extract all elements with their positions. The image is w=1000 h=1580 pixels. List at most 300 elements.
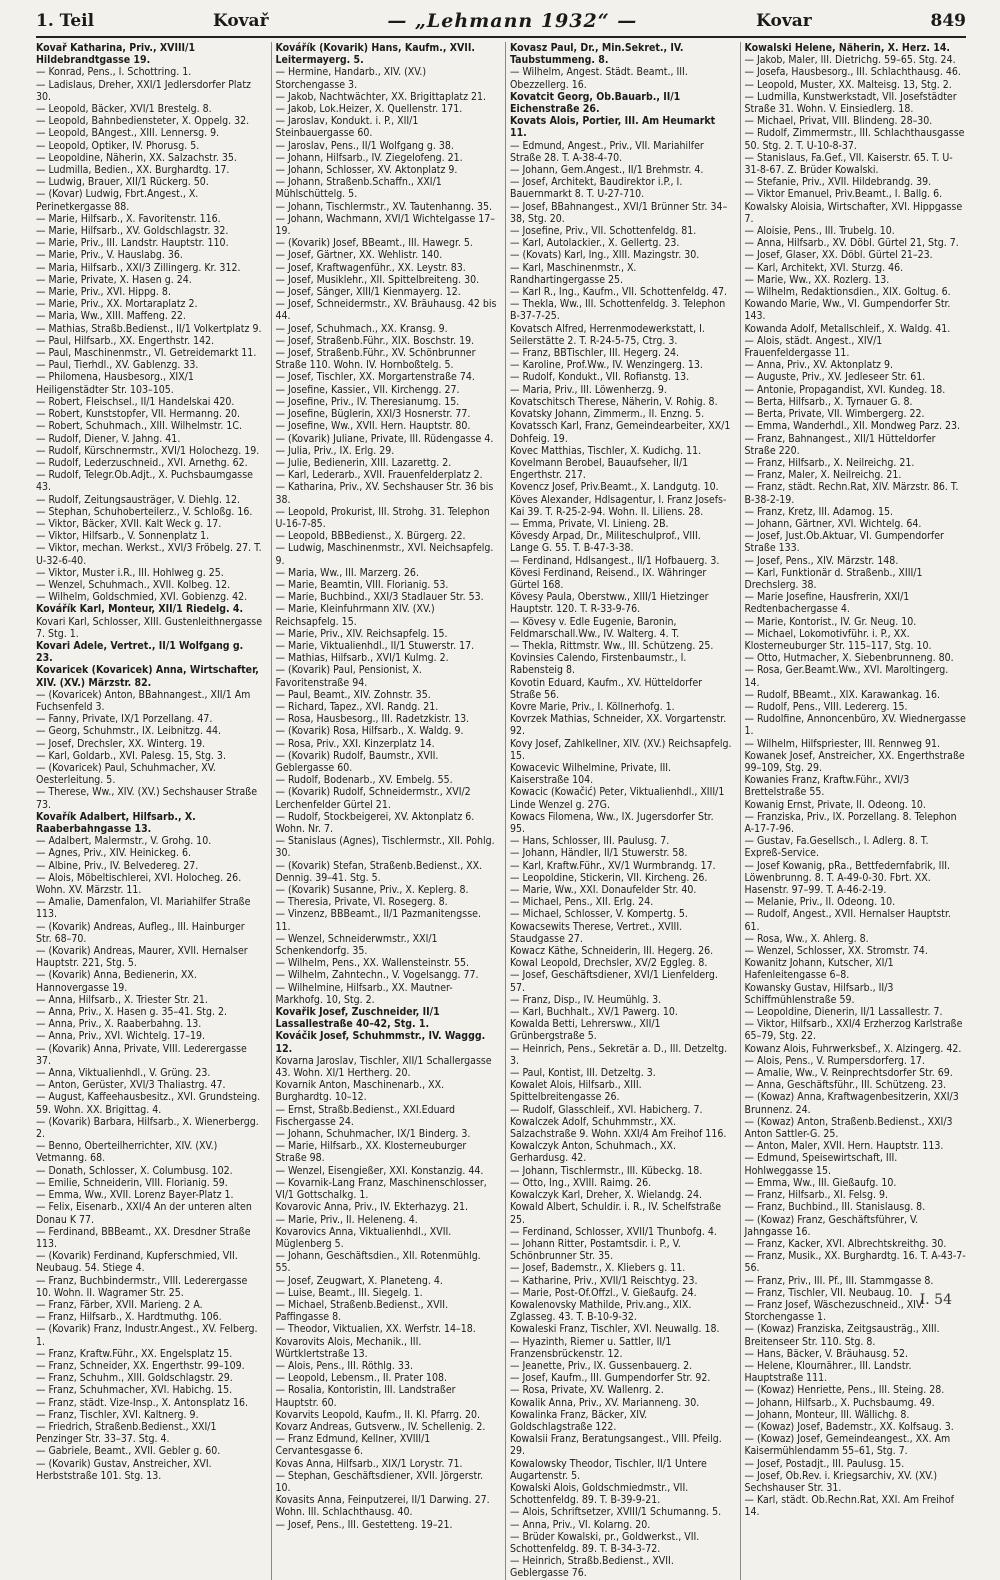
directory-entry: — Franz, städt. Vize-Insp., X. Antonsplatz 16. — [36, 1396, 248, 1409]
directory-entry: — Rudolf, Lederzuschneid., XVI. Arnethg. 62. — [36, 456, 248, 469]
directory-entry: — Ludmilla, Bedien., XX. Burghardtg. 17. — [36, 164, 230, 177]
directory-entry: Kowalsii Franz, Beratungsangest., VIII. Pfeilg. 29. — [510, 1433, 722, 1458]
column-2 — [271, 42, 498, 1580]
directory-entry: — Karl R., Ing., Kaufm., VII. Schottenfeldg. 47. — [510, 286, 727, 299]
directory-entry: — Marie, Buchbind., XXI/3 Stadlauer Str. 53. — [275, 591, 484, 604]
directory-entry: — Josef, Straßenb.Führ., XV. Schönbrunner Straße 110. Wohn. IV. Hornboßtelg. 5. — [275, 347, 476, 372]
directory-entry: — Josef, BBahnangest., XVI/1 Brünner Str. 34–38, Stg. 20. — [510, 200, 728, 225]
directory-entry: — Michael, Privat, VIII. Blindeng. 28–30. — [744, 115, 933, 128]
directory-entry: — Franz, Kraftw.Führ., XX. Engelsplatz 15. — [36, 1347, 233, 1360]
directory-entry: — Heinrich, Straßb.Bedienst., XVII. Geblergasse 76. — [510, 1555, 674, 1580]
directory-entry: Kowalski Alois, Goldschmiedmstr., VII. Schottenfeldg. 89. T. B-39-9-21. — [510, 1481, 689, 1507]
directory-entry: — Leopold, Optiker, IV. Phorusg. 5. — [36, 139, 200, 152]
directory-entry: Kowald Albert, Schuldir. i. R., IV. Schelfstraße 25. — [510, 1201, 722, 1226]
directory-entry: Kovarz Andreas, Gutsverw., IV. Schellenig. 2. — [275, 1420, 486, 1433]
directory-title: — „Lehmann 1932“ — — [387, 10, 638, 32]
directory-entry: — Marie, Kontorist., IV. Gr. Neug. 10. — [744, 615, 917, 628]
directory-entry: — Robert, Schuhmach., XIII. Wilhelmstr. 1C. — [36, 420, 242, 433]
directory-entry: Köves Alexander, Hdlsagentur, I. Franz Josefs-Kai 39. T. R-25-2-94. Wohn. II. Liliens. 28. — [510, 493, 727, 518]
directory-entry: — Philomena, Hausbesorg., XIX/1 Heiligenstädter Str. 103–105. — [36, 371, 194, 396]
directory-entry: — Josef, Geschäftsdiener, XVI/1 Lienfelderg. 57. — [510, 969, 718, 994]
directory-entry: Kovařik Josef, Zuschneider, II/1 Lassallestraße 40–42, Stg. 1. — [275, 1006, 440, 1031]
directory-entry: — Franz, Tischler, VII. Neubaug. 10. — [744, 1286, 913, 1299]
directory-entry: — Alois, Pens., III. Röthlg. 33. — [275, 1359, 413, 1372]
directory-entry: — (Kovar) Ludwig, Fbrt.Angest., X. Perinetkergasse 88. — [36, 188, 199, 213]
directory-entry: — Marie, Kleinfuhrmann XIV. (XV.) Reichsapfelg. 15. — [275, 603, 435, 628]
directory-entry: Kowacevic Wilhelmine, Private, III. Kaiserstraße 104. — [510, 761, 672, 787]
directory-entry: — Melanie, Priv., II. Odeong. 10. — [744, 896, 896, 909]
directory-entry: — Theresia, Private, VI. Rosegerg. 8. — [275, 896, 448, 909]
directory-entry: Kowacs Filomena, Ww., IX. Jugersdorfer Str. 95. — [510, 810, 714, 835]
directory-entry: — Robert, Kunststopfer, VII. Hermanng. 20. — [36, 408, 241, 421]
directory-entry: Kovy Josef, Zahlkellner, XIV. (XV.) Reichsapfelg. 15. — [510, 737, 732, 762]
directory-entry: — Jakob, Lok.Heizer, X. Quellenstr. 171. — [275, 103, 463, 116]
directory-entry: — (Kovaricek) Paul, Schuhmacher, XV. Oesterleitung. 5. — [36, 761, 216, 787]
directory-entry: — Therese, Ww., XIV. (XV.) Sechshauser Straße 73. — [36, 786, 258, 811]
directory-entry: — Johann, Schlosser, XV. Aktonplatz 9. — [275, 164, 458, 177]
directory-entry: — Anna, Viktualienhdl., V. Grüng. 23. — [36, 1067, 211, 1080]
directory-entry: — Franz Josef, Wäschezuschneid., XIV. Storchengasse 1. — [744, 1298, 925, 1324]
directory-entry: — Franz, BBTischler, III. Hegerg. 24. — [510, 347, 679, 360]
directory-entry: — Johann, Hilfsarb., X. Puchsbaumg. 49. — [744, 1396, 935, 1409]
directory-entry: — Berta, Hilfsarb., X. Tyrnauer G. 8. — [744, 395, 913, 408]
directory-entry: — Rosa, Ger.Beamt.Ww., XVI. Maroltingerg. 14. — [744, 664, 949, 689]
directory-entry: — Franz, Buchbindermstr., VIII. Lederergasse 10. Wohn. II. Wagramer Str. 25. — [36, 1274, 248, 1299]
directory-entry: — Ferdinand, Hdlsangest., II/1 Hofbauerg. 3. — [510, 554, 720, 567]
directory-entry: — (Kovarik) Andreas, Maurer, XVII. Hernalser Hauptstr. 221, Stg. 5. — [36, 945, 248, 970]
directory-entry: — Franz, Buchbind., III. Stanislausg. 8. — [744, 1201, 926, 1214]
directory-entry: — Wilhelm, Pens., XX. Wallensteinstr. 55. — [275, 957, 470, 970]
directory-entry: — Ferdinand, BBBeamt., XX. Dresdner Straße 113. — [36, 1225, 251, 1250]
directory-entry: Kowanitz Johann, Kutscher, XI/1 Hafenleitengasse 6–8. — [744, 957, 894, 982]
directory-entry: — Wenzel, Schneiderwmstr., XXI/1 Schenkendorfg. 35. — [275, 932, 438, 958]
directory-entry: — Emma, Wanderhdl., XII. Mondweg Parz. 23. — [744, 420, 961, 433]
directory-entry: — Franz, Bahnangest., XII/1 Hütteldorfer Straße 220. — [744, 432, 936, 457]
directory-entry: — Wilhelm, Hilfspriester, III. Rennweg 91. — [744, 737, 940, 750]
directory-entry: Kovatschitsch Therese, Näherin, V. Rohig. 8. — [510, 395, 718, 408]
directory-entry: — Rudolf, Telegr.Ob.Adjt., X. Puchsbaumgasse 43. — [36, 469, 253, 494]
directory-entry: — Josef Kowanig, pRa., Bettfedernfabrik, III. Löwenbrunng. 8. T. A-49-0-30. Fbrt. XX. Hasenstr. 97–99. T. A-46-2-19. — [744, 859, 951, 897]
directory-entry: — Fanny, Private, IX/1 Porzellang. 47. — [36, 713, 213, 726]
directory-entry: — Rudolf, Stockbeigerei, XV. Aktonplatz 6. Wohn. Nr. 7. — [275, 810, 475, 835]
directory-entry: — Rosa, Priv., XXI. Kinzerplatz 14. — [275, 737, 435, 750]
directory-entry: Kovatcit Georg, Ob.Bauarb., II/1 Eichenstraße 26. — [510, 90, 681, 116]
directory-entry: — Marie, Ww., XXI. Donaufelder Str. 40. — [510, 884, 697, 897]
directory-entry: Kovaricek (Kovaricek) Anna, Wirtschafter, XIV. (XV.) Märzstr. 82. — [36, 664, 259, 689]
directory-entry: — Marie, Priv., II. Heleneng. 4. — [275, 1213, 418, 1226]
directory-entry: — Vinzenz, BBBeamt., II/1 Pazmanitengsse. 11. — [275, 908, 481, 933]
directory-entry: Kovari Karl, Schlosser, XIII. Gustenleithnergasse 7. Stg. 1. — [36, 615, 263, 640]
directory-entry: — Maria, Ww., III. Marzerg. 26. — [275, 566, 419, 579]
directory-entry: — Ludwig, Maschinenmstr., XVI. Neichsapfelg. 9. — [275, 542, 494, 567]
directory-entry: — Wilhelm, Redaktionsdien., XIX. Goltug. 6. — [744, 286, 951, 299]
directory-entry: — Josef, Architekt, Baudirektor i.P., I. Bauernmarkt 8. T. U-27-710. — [510, 176, 683, 201]
directory-entry: — Johann, Straßenb.Schaffn., XXI/1 Mühlschüttelg. 5. — [275, 176, 442, 201]
directory-entry: — (Kovarik) Gustav, Anstreicher, XVI. Herbststraße 101. Stg. 13. — [36, 1457, 212, 1482]
directory-entry: — Emma, Private, VI. Linieng. 2B. — [510, 517, 669, 530]
directory-entry: — Paul, Kontist, III. Detzeltg. 3. — [510, 1067, 656, 1080]
directory-entry: — (Kowaz) Anna, Kraftwagenbesitzerin, XXI/3 Brunnenz. 24. — [744, 1091, 959, 1116]
directory-entry: — Franz, Schneider, XX. Engerthstr. 99–109. — [36, 1359, 245, 1372]
directory-entry: — Wenzel, Schuhmach., XVII. Kolbeg. 12. — [36, 578, 231, 591]
directory-entry: — Otto, Hutmacher, X. Siebenbrunneng. 80. — [744, 652, 954, 665]
directory-entry: — Paul, Maschinenmstr., VI. Getreidemarkt 11. — [36, 347, 257, 360]
directory-entry: — Franz, Färber, XVII. Marieng. 2 A. — [36, 1298, 203, 1311]
directory-entry: — Franz, Hilfsarb., X. Hardtmuthg. 106. — [36, 1311, 222, 1324]
directory-entry: — Katharina, Priv., XV. Sechshauser Str. 36 bis 38. — [275, 481, 494, 506]
directory-entry: — Leopoldine, Stickerin, VII. Kircheng. 26. — [510, 871, 708, 884]
directory-entry: — Maria, Ww., XIII. Maffeng. 22. — [36, 310, 186, 323]
directory-entry: — Emilie, Schneiderin, VIII. Florianig. 59. — [36, 1176, 228, 1189]
directory-entry: — Rudolf, BBeamt., XIX. Karawankag. 16. — [744, 688, 940, 701]
directory-entry: — Heinrich, Pens., Sekretär a. D., III. Detzeltg. 3. — [510, 1042, 728, 1067]
directory-entry: — Josef, Straßenb.Führ., XIX. Boschstr. 19. — [275, 334, 475, 347]
directory-entry: — (Kowaz) Henriette, Pens., III. Steing. 28. — [744, 1384, 945, 1397]
directory-entry: — Hermine, Handarb., XIV. (XV.) Storchengasse 3. — [275, 66, 427, 91]
directory-entry: — (Kowaz) Franz, Geschäftsführer, V. Jahngasse 16. — [744, 1213, 919, 1238]
directory-entry: — Marie, Hilfsarb., XX. Klosterneuburger Straße 98. — [275, 1140, 467, 1165]
directory-entry: — Gustav, Fa.Gesellsch., I. Adlerg. 8. T. Expreß-Service. — [744, 835, 929, 860]
directory-entry: — Josef, Pens., XIV. Märzstr. 148. — [744, 554, 899, 567]
directory-entry: Kovelmann Berobel, Bauaufseher, II/1 Engerthstr. 217. — [510, 456, 689, 482]
directory-entry: — Johann, Geschäftsdien., XII. Rotenmühlg. 55. — [275, 1250, 481, 1275]
directory-entry: — Marie, Priv., III. Landstr. Hauptstr. 110. — [36, 237, 229, 250]
directory-entry: — Leopold, Prokurist, III. Strohg. 31. Telephon U-16-7-85. — [275, 505, 490, 530]
directory-entry: Kowanda Adolf, Metallschleif., X. Waldg. 41. — [744, 322, 951, 335]
directory-entry: Kovař Katharina, Priv., XVIII/1 Hildebrandtgasse 19. — [36, 42, 196, 67]
directory-entry: — Hans, Bäcker, V. Bräuhausg. 52. — [744, 1347, 908, 1360]
directory-entry: — Rudolf, Diener, V. Jahng. 41. — [36, 432, 181, 445]
directory-entry: — Auguste, Priv., XV. Jedleseer Str. 61. — [744, 371, 926, 384]
directory-entry: — Leopold, Muster, XX. Malteisg. 13, Stg. 2. — [744, 78, 952, 91]
directory-entry: — Josef, Schuhmach., XX. Kransg. 9. — [275, 322, 448, 335]
directory-entry: Kowacic (Kowačić) Peter, Viktualienhdl., XIII/1 Linde Wenzel g. 27G. — [510, 786, 725, 811]
directory-entry: — Karl, Maschinenmstr., X. Randhartingergasse 25. — [510, 261, 637, 286]
directory-entry: — Anton, Maler, XVII. Hern. Hauptstr. 113. — [744, 1140, 944, 1153]
directory-entry: — Marie, Hilfsarb., XV. Goldschlagstr. 32. — [36, 225, 229, 238]
directory-entry: — Rudolf, Kürschnermstr., XVI/1 Holochezg. 19. — [36, 444, 260, 457]
directory-entry: — Stephan, Geschäftsdiener, XVII. Jörgerstr. 10. — [275, 1469, 484, 1494]
directory-entry: — Wilhelm, Goldschmied, XVI. Gobienzg. 42. — [36, 591, 248, 604]
directory-entry: — (Kovarik) Susanne, Priv., X. Keplerg. 8. — [275, 884, 469, 897]
directory-entry: — Jeanette, Priv., IX. Gussenbauerg. 2. — [510, 1359, 693, 1372]
directory-entry: — Wilhelm, Angest. Städt. Beamt., III. Obezzellerg. 16. — [510, 66, 688, 91]
directory-entry: — Karl, Buchhalt., XV/1 Pawerg. 10. — [510, 1006, 678, 1019]
directory-entry: Kowalski Helene, Näherin, X. Herz. 14. — [744, 42, 951, 54]
directory-entry: Kovářík (Kovarik) Hans, Kaufm., XVII. Leitermayerg. 5. — [275, 42, 475, 67]
directory-entry: Kovec Matthias, Tischler, X. Kudichg. 11. — [510, 444, 702, 457]
directory-entry: — Josef, Gärtner, XX. Wehlistr. 140. — [275, 249, 443, 262]
directory-entry: — Josef, Ob.Rev. i. Kriegsarchiv, XV. (XV.) Sechshauser Str. 31. — [744, 1469, 938, 1494]
directory-entry: — (Kovarik) Stefan, Straßenb.Bedienst., XX. Dennig. 39–41. Stg. 5. — [275, 859, 483, 884]
directory-entry: — Johann, Monteur, III. Wällichg. 8. — [744, 1408, 910, 1421]
directory-entry: — Johann, Tischlermstr., III. Kübeckg. 18. — [510, 1164, 703, 1177]
column-1 — [36, 42, 263, 1580]
directory-entry: — Franz, Schuhm., XIII. Goldschlagstr. 29. — [36, 1372, 233, 1385]
directory-entry: Kowacsewits Therese, Vertret., XVIII. Staudgasse 27. — [510, 920, 683, 945]
directory-entry: — (Kovarik) Ferdinand, Kupferschmied, VII. Neubaug. 54. Stiege 4. — [36, 1250, 238, 1275]
directory-entry: — Viktor, Muster i.R., III. Hohlweg g. 25. — [36, 566, 224, 579]
directory-entry: — Karl, städt. Ob.Rechn.Rat, XXI. Am Freihof 14. — [744, 1494, 954, 1519]
directory-entry: — Franz, Tischler, XVI. Kaltnerg. 9. — [36, 1408, 199, 1421]
directory-entry: — Paul, Tierhdl., XV. Gablenzg. 33. — [36, 359, 199, 372]
directory-entry: — Johann, Gärtner, XVI. Wichtelg. 64. — [744, 517, 922, 530]
directory-entry: — Anna, Priv., VI. Kolarng. 20. — [510, 1518, 651, 1531]
directory-entry: — Thekla, Rittmstr. Ww., III. Schützeng. 25. — [510, 639, 714, 652]
directory-entry: — Richard, Tapez., XVI. Randg. 21. — [275, 700, 439, 713]
directory-entry: — Marie, Beamtin, VIII. Florianig. 53. — [275, 578, 449, 591]
directory-entry: — Gabriele, Beamt., XVII. Gebler g. 60. — [36, 1445, 221, 1458]
directory-entry: — Rosa, Ww., X. Ahlerg. 8. — [744, 932, 869, 945]
directory-entry: Kowalsky Aloisia, Wirtschafter, XVI. Hippgasse 7. — [744, 200, 963, 225]
directory-entry: — Alois, Pens., V. Rumpersdorferg. 17. — [744, 1054, 925, 1067]
directory-entry: Kowalczyk Karl, Dreher, X. Wielandg. 24. — [510, 1189, 702, 1202]
column-3 — [505, 42, 732, 1580]
directory-entry: Kovarovits Alois, Mechanik., III. Würtklertstraße 13. — [275, 1335, 422, 1360]
directory-entry: Kowalda Betti, Lehrersww., XII/1 Grünbergstraße 5. — [510, 1018, 661, 1043]
directory-entry: — Josef, Sänger, XIII/1 Kienmayerg. 12. — [275, 286, 461, 299]
directory-entry: — Leopold, BAngest., XIII. Lennersg. 9. — [36, 127, 220, 140]
directory-entry: — Jaroslav, Pens., II/1 Wolfgang g. 38. — [275, 139, 454, 152]
directory-entry: — Paul, Beamt., XIV. Zohnstr. 35. — [275, 688, 431, 701]
directory-entry: Kovarnik Anton, Maschinenarb., XX. Burghardtg. 10–12. — [275, 1079, 445, 1104]
directory-entry: — Benno, Oberteilherrichter, XIV. (XV.) Vetmanng. 68. — [36, 1140, 218, 1165]
directory-entry: — Karl, Kraftw.Führ., XV/1 Wurmbrandg. 17. — [510, 859, 716, 872]
directory-entry: — (Kovarik) Josef, BBeamt., III. Hawegr. 5. — [275, 237, 473, 250]
directory-entry: — Ernst, Straßb.Bedienst., XXI.Eduard Fischergasse 24. — [275, 1103, 456, 1128]
directory-entry: — Michael, Pens., XII. Erlg. 24. — [510, 896, 654, 909]
directory-entry: — Michael, Lokomotivführ. i. P., XX. Klosterneuburger Str. 115–117, Stg. 10. — [744, 627, 932, 652]
directory-entry: — Leopold, Bäcker, XVI/1 Brestelg. 8. — [36, 103, 212, 116]
directory-entry: — Maria, Hilfsarb., XXI/3 Zillingerg. Kr. 312. — [36, 261, 241, 274]
directory-entry: — Leopold, Lebensm., II. Prater 108. — [275, 1372, 447, 1385]
directory-entry: — Rudolf, Bodenarb., XV. Embelg. 55. — [275, 774, 453, 787]
directory-entry: Kovencz Josef, Priv.Beamt., X. Landgutg. 10. — [510, 481, 719, 494]
directory-entry: — Maria, Priv., III. Löwenherzg. 9. — [510, 383, 667, 396]
directory-entry: — Brüder Kowalski, pr., Goldwerkst., VII. Schottenfeldg. 89. T. B-34-3-72. — [510, 1530, 700, 1555]
directory-entry: — Stanislaus (Agnes), Tischlermstr., XII. Pohlg. 30. — [275, 835, 495, 860]
directory-entry: — Karl, Goldarb., XVI. Palesg. 15, Stg. 3. — [36, 749, 226, 762]
directory-entry: — Luise, Beamt., III. Siegelg. 1. — [275, 1286, 423, 1299]
directory-entry: Kövesy Paula, Oberstww., XIII/1 Hietzinger Hauptstr. 120. T. R-33-9-76. — [510, 591, 709, 616]
directory-entry: Kövesi Ferdinand, Reisend., IX. Währinger Gürtel 168. — [510, 566, 707, 591]
directory-entry: — (Kovarik) Rosa, Hilfsarb., X. Waldg. 9. — [275, 725, 464, 738]
directory-entry: — Berta, Private, VII. Wimbergerg. 22. — [744, 408, 925, 421]
directory-entry: — (Kovarik) Juliane, Private, III. Rüdengasse 4. — [275, 432, 494, 445]
directory-entry: — Julia, Priv., IX. Erlg. 29. — [275, 444, 395, 457]
directory-entry: — Alois, städt. Angest., XIV/1 Frauenfeldergasse 11. — [744, 334, 883, 360]
directory-entry: — Antonie, Propagandist, XVI. Kundeg. 18. — [744, 383, 946, 396]
directory-entry: — Franz, städt. Rechn.Rat, XIV. Märzstr. 86. T. B-38-2-19. — [744, 481, 959, 506]
directory-entry: Kowaleski Franz, Tischler, XVI. Neuwallg. 18. — [510, 1323, 720, 1336]
directory-entry: — Donath, Schlosser, X. Columbusg. 102. — [36, 1164, 233, 1177]
directory-entry: — Kovarnik-Lang Franz, Maschinenschlosser, VI/1 Gottschalkg. 1. — [275, 1176, 487, 1202]
directory-entry: Kowal Leopold, Drechsler, XV/2 Eggleg. 8. — [510, 957, 708, 970]
directory-entry: — Johann, Tischlermstr., XV. Tautenhanng. 35. — [275, 200, 492, 213]
directory-entry: — Rosa, Hausbesorg., III. Radetzkistr. 13. — [275, 713, 470, 726]
directory-entry: — Viktor Emanuel, Priv.Beamt., I. Ballg. 6. — [744, 188, 943, 201]
directory-entry: — Rudolfine, Annoncenbüro, XV. Wiednergasse 1. — [744, 713, 966, 738]
directory-entry: — Jakob, Maler, III. Dietrichg. 59–65. Stg. 24. — [744, 54, 956, 67]
directory-entry: — (Kovarik) Anna, Private, VIII. Lederergasse 37. — [36, 1042, 247, 1067]
directory-entry: — Mathias, Straßb.Bedienst., II/1 Volkertplatz 9. — [36, 322, 262, 335]
directory-entry: — Leopold, Bahnbediensteter, X. Oppelg. 32. — [36, 115, 250, 128]
directory-entry: — Johann, Händler, II/1 Stuwerstr. 58. — [510, 847, 688, 860]
directory-entry: — (Kovats) Karl, Ing., XIII. Mazingstr. 30. — [510, 249, 700, 262]
directory-entry: Kovarovic Anna, Priv., IV. Ekterhazyg. 21. — [275, 1201, 469, 1214]
directory-entry: Kowanek Josef, Anstreicher, XX. Engerthstraße 99–109, Stg. 29. — [744, 749, 965, 774]
directory-entry: — Viktor, Hilfsarb., XXI/4 Erzherzog Karlstraße 65–79, Stg. 22. — [744, 1018, 963, 1043]
directory-entry: Kovinsies Calendo, Firstenbaumstr., I. Rabensteig 8. — [510, 652, 687, 677]
directory-entry: — Stefanie, Priv., XVII. Hildebrandg. 39. — [744, 176, 932, 189]
directory-entry: — Josefine, Priv., IV. Theresianumg. 15. — [275, 395, 460, 408]
directory-entry: Kowalenovsky Mathilde, Priv.ang., XIX. Zglasseg. 43. T. B-10-9-32. — [510, 1298, 692, 1324]
directory-entry: Kowalik Anna, Priv., XV. Marianneng. 30. — [510, 1396, 700, 1409]
directory-entry: — Robert, Fleischsel., II/1 Handelskai 420. — [36, 395, 235, 408]
directory-entry: — Anna, Priv., XV. Aktonplatz 9. — [744, 359, 894, 372]
directory-entry: — Franz, Musik., XX. Burghardtg. 16. T. A-43-7-56. — [744, 1250, 966, 1275]
directory-entry: — Amalie, Damenfalon, VI. Mariahilfer Straße 113. — [36, 896, 251, 921]
directory-entry: — Anton, Gerüster, XVI/3 Thaliastrg. 47. — [36, 1079, 226, 1092]
directory-entry: — Wenzel, Schlosser, XX. Stromstr. 74. — [744, 945, 928, 958]
directory-entry: — Josefine, Ww., XVII. Hern. Hauptstr. 80. — [275, 420, 471, 433]
directory-entry: — (Kovarik) Paul, Pensionist, X. Favoritenstraße 94. — [275, 664, 422, 689]
directory-entry: Kovařík Adalbert, Hilfsarb., X. Raaberbahngasse 13. — [36, 810, 196, 835]
directory-entry: — Josefine, Büglerin, XXI/3 Hosnerstr. 77. — [275, 408, 471, 421]
directory-entry: — Michael, Straßenb.Bedienst., XVII. Paffingasse 8. — [275, 1298, 449, 1324]
directory-entry: — Marie, Priv., XIV. Reichsapfelg. 15. — [275, 627, 448, 640]
directory-entry: — Franz, Kretz, III. Adamog. 15. — [744, 505, 893, 518]
directory-entry: Kovats Alois, Portier, III. Am Heumarkt 11. — [510, 115, 716, 140]
directory-entry: — (Kowaz) Anton, Straßenb.Bedienst., XXI/3 Anton Sattler-G. 25. — [744, 1115, 953, 1141]
directory-entry: — Theodor, Viktualien, XX. Werfstr. 14–18. — [275, 1323, 476, 1336]
directory-entry: — Edmund, Speisewirtschaft, III. Hohlweggasse 15. — [744, 1152, 898, 1177]
directory-entry: Kowansky Gustav, Hilfsarb., II/3 Schiffmühlenstraße 59. — [744, 981, 894, 1006]
directory-entry: — Anna, Priv., XVI. Wichtelg. 17–19. — [36, 1030, 205, 1043]
directory-entry: — Josef, Kaufm., III. Gumpendorfer Str. 92. — [510, 1372, 711, 1385]
directory-entry: Kowalczek Adolf, Schuhmmstr., XX. Salzachstraße 9. Wohn. XXI/4 Am Freihof 116. — [510, 1115, 727, 1141]
directory-entry: — Emma, Ww., XVII. Lorenz Bayer-Platz 1. — [36, 1189, 234, 1202]
directory-entry: — Ludmilla, Kunstwerkstadt, VII. Josefstädter Straße 31. Wohn. V. Einsiedlerg. 18. — [744, 90, 957, 116]
directory-entry: Kowando Marie, Ww., VI. Gumpendorfer Str. 143. — [744, 298, 951, 323]
directory-entry: — Viktor, Bäcker, XVII. Kalt Weck g. 17. — [36, 517, 222, 530]
directory-entry: Kowacz Käthe, Schneiderin, III. Hegerg. 26. — [510, 945, 714, 958]
directory-entry: — Konrad, Pens., I. Schottring. 1. — [36, 66, 192, 79]
directory-entry: — (Kovarik) Rudolf, Baumstr., XVII. Geblergasse 60. — [275, 749, 439, 774]
directory-entry: Kowalet Alois, Hilfsarb., XIII. Spittelbreitengasse 26. — [510, 1079, 642, 1104]
directory-entry: — Franz, Schuhmacher, XVI. Habichg. 15. — [36, 1384, 233, 1397]
directory-entry: — Julie, Bedienerin, XIII. Lazarettg. 2. — [275, 456, 452, 469]
directory-entry: — Thekla, Ww., III. Schottenfeldg. 3. Telephon B-37-7-25. — [510, 298, 726, 323]
directory-entry: — Helene, Klournährer., III. Landstr. Hauptstraße 111. — [744, 1359, 912, 1385]
directory-entry: — Karl, Architekt, XVI. Sturzg. 46. — [744, 261, 904, 274]
directory-entry: — Paul, Hilfsarb., XX. Engerthstr. 142. — [36, 334, 215, 347]
directory-entry: Kowalowsky Theodor, Tischler, II/1 Untere Augartenstr. 5. — [510, 1457, 707, 1482]
directory-entry: — Marie, Private, X. Hasen g. 24. — [36, 273, 192, 286]
directory-entry: — Franz, Hilfsarb., X. Neilreichg. 21. — [744, 456, 915, 469]
directory-entry: — Emma, Ww., III. Gießaufg. 10. — [744, 1176, 897, 1189]
directory-entry: — Ladislaus, Dreher, XXI/1 Jedlersdorfer Platz 30. — [36, 78, 251, 103]
directory-entry: — Johann, Gem.Angest., II/1 Brehmstr. 4. — [510, 164, 704, 177]
directory-entry: — Marie Josefine, Hausfrerin, XXI/1 Redtenbachergasse 4. — [744, 591, 910, 616]
directory-entry: — Josef, Bademstr., X. Kliebers g. 11. — [510, 1262, 686, 1275]
directory-entry: — Franz, Maler, X. Neilreichg. 21. — [744, 469, 902, 482]
directory-entry: — Anna, Hilfsarb., XV. Döbl. Gürtel 21, Stg. 7. — [744, 237, 959, 250]
directory-entry: — Leopoldine, Dienerin, II/1 Lassallestr. 7. — [744, 1006, 943, 1019]
directory-entry: — Karl, Lederarb., XVII. Frauenfelderplatz 2. — [275, 469, 483, 482]
directory-entry: — Karoline, Prof.Ww., IV. Wenzingerg. 13. — [510, 359, 703, 372]
directory-entry: — Hyazinth, Riemer u. Sattler, II/1 Franzensbrückenstr. 12. — [510, 1335, 672, 1360]
directory-entry: — Josef, Glaser, XX. Döbl. Gürtel 21–23. — [744, 249, 933, 262]
directory-entry: — Josef, Schneidermstr., XV. Bräuhausg. 42 bis 44. — [275, 298, 497, 323]
running-head-left: Kovař — [212, 11, 269, 31]
directory-entry: — Stanislaus, Fa.Gef., VII. Kaiserstr. 65. T. U-31-8-67. Z. Brüder Kowalski. — [744, 151, 953, 177]
directory-entry: — Viktor, Hilfsarb., V. Sonnenplatz 1. — [36, 530, 210, 543]
directory-entry: — Rudolf, Angest., XVII. Hernalser Hauptstr. 61. — [744, 908, 951, 933]
directory-entry: Kovarna Jaroslav, Tischler, XII/1 Schallergasse 43. Wohn. XI/1 Hertherg. 20. — [275, 1054, 492, 1080]
directory-entry: — Johann Ritter, Postamtsdir. i. P., V. Schönbrunner Str. 35. — [510, 1237, 681, 1263]
directory-entry: — Marie, Priv., XVI. Hippg. 8. — [36, 286, 171, 299]
directory-entry: — August, Kaffeehausbesitz., XVI. Grundsteing. 59. Wohn. XX. Brigittag. 4. — [36, 1091, 261, 1116]
directory-entry: — Rosalia, Kontoristin, III. Landstraßer Hauptstr. 60. — [275, 1384, 456, 1409]
directory-entry: — Josefa, Hausbesorg., III. Schlachthausg. 46. — [744, 66, 961, 79]
directory-entry: Kovrzek Mathias, Schneider, XX. Vorgartenstr. 92. — [510, 713, 727, 738]
directory-entry: — Michael, Schlosser, V. Kompertg. 5. — [510, 908, 688, 921]
directory-entry: — Felix, Eisenarb., XXI/4 An der unteren alten Donau K 77. — [36, 1201, 252, 1226]
directory-entry: — Viktor, mechan. Werkst., XVI/3 Fröbelg. 27. T. U-32-6-40. — [36, 542, 262, 567]
directory-entry: — Josefine, Priv., VII. Schottenfeldg. 81. — [510, 225, 697, 238]
directory-entry: — Alois, Möbeltischlerei, XVI. Holocheg. 26. Wohn. XV. Märzstr. 11. — [36, 871, 242, 897]
directory-entry: — Marie, Viktualienhdl., II/1 Stuwerstr. 17. — [275, 639, 475, 652]
directory-entry: Kovotin Eduard, Kaufm., XV. Hütteldorfer Straße 56. — [510, 676, 703, 701]
directory-entry: — Jaroslav, Kondukt. i. P., XII/1 Steinbauergasse 60. — [275, 115, 419, 140]
directory-entry: — Otto, Ing., XVIII. Raimg. 26. — [510, 1176, 652, 1189]
directory-entry: — Johann, Hilfsarb., IV. Ziegelofeng. 21. — [275, 151, 463, 164]
directory-entry: — Aloisie, Pens., III. Trubelg. 10. — [744, 225, 895, 238]
directory-entry: Kowanz Alois, Fuhrwerksbef., X. Alzingerg. 42. — [744, 1042, 962, 1055]
directory-entry: — Johann, Wachmann, XVI/1 Wichtelgasse 17–19. — [275, 212, 496, 238]
directory-entry: — (Kovaricek) Anton, BBahnangest., XII/1 Am Fuchsenfeld 3. — [36, 688, 251, 713]
directory-entry: Kovarvits Leopold, Kaufm., II. Kl. Pfarrg. 20. — [275, 1408, 481, 1421]
directory-entry: — Josef, Zeugwart, X. Planeteng. 4. — [275, 1274, 443, 1287]
directory-entry: — Josef, Kraftwagenführ., XX. Leystr. 83. — [275, 261, 466, 274]
directory-entry: — Marie, Post-Of.Offzl., V. Gießaufg. 24. — [510, 1286, 697, 1299]
directory-entry: — (Kovarik) Barbara, Hilfsarb., X. Wienerbergg. 2. — [36, 1115, 259, 1141]
directory-entry: Kövesdy Arpad, Dr., Militeschulprof., VIII. Lange G. 55. T. B-47-3-38. — [510, 530, 701, 555]
directory-entry: — Rudolf, Zeitungsausträger, V. Diehlg. 12. — [36, 493, 240, 506]
directory-entry: — Rosa, Private, XV. Wallenrg. 2. — [510, 1384, 664, 1397]
directory-entry: — Wenzel, Eisengießer, XXI. Konstanzig. 44. — [275, 1164, 484, 1177]
directory-entry: Kovarovics Anna, Viktualienhdl., XVII. Müglenberg 5. — [275, 1225, 452, 1250]
directory-entry: Kovari Adele, Vertret., II/1 Wolfgang g. 23. — [36, 639, 244, 665]
directory-entry: — Adalbert, Malermstr., V. Grohg. 10. — [36, 835, 212, 848]
directory-entry: — (Kowaz) Josef, Gemeindeangest., XX. Am Kaisermühlendamm 55–61, Stg. 7. — [744, 1433, 951, 1458]
directory-entry: Kovasz Paul, Dr., Min.Sekret., IV. Taubstummeng. 8. — [510, 42, 684, 67]
directory-entry: — Mathias, Hilfsarb., XVI/1 Kulmg. 2. — [275, 652, 449, 665]
directory-entry: — Franz, Priv., III. Pf., III. Stammgasse 8. — [744, 1274, 934, 1287]
directory-entry: — (Kovarik) Franz, Industr.Angest., XV. Felberg. 1. — [36, 1323, 258, 1348]
directory-entry: — Karl, Funktionär d. Straßenb., XIII/1 Drechslerg. 38. — [744, 566, 923, 591]
directory-entry: — Rudolf, Zimmermstr., III. Schlachthausgasse 50. Stg. 2. T. U-10-8-37. — [744, 127, 965, 152]
directory-entry: — Stephan, Schuhoberteilerz., V. Schloßg. 16. — [36, 505, 253, 518]
directory-entry: — Josef, Pens., III. Gestetteng. 19–21. — [275, 1518, 453, 1531]
directory-entry: — Leopold, BBBedienst., X. Bürgerg. 22. — [275, 530, 466, 543]
directory-entry: — Agnes, Priv., XIV. Heinickeg. 6. — [36, 847, 192, 860]
page-footer-mark: I. 54 — [919, 1292, 952, 1308]
directory-entry: — Franz, Kacker, XVI. Albrechtskreithg. 30. — [744, 1237, 947, 1250]
directory-entry: — Alois, Schriftsetzer, XVIII/1 Schumanng. 5. — [510, 1506, 722, 1519]
directory-entry: — Rudolf, Glasschleif., XVI. Habicherg. 7. — [510, 1103, 703, 1116]
